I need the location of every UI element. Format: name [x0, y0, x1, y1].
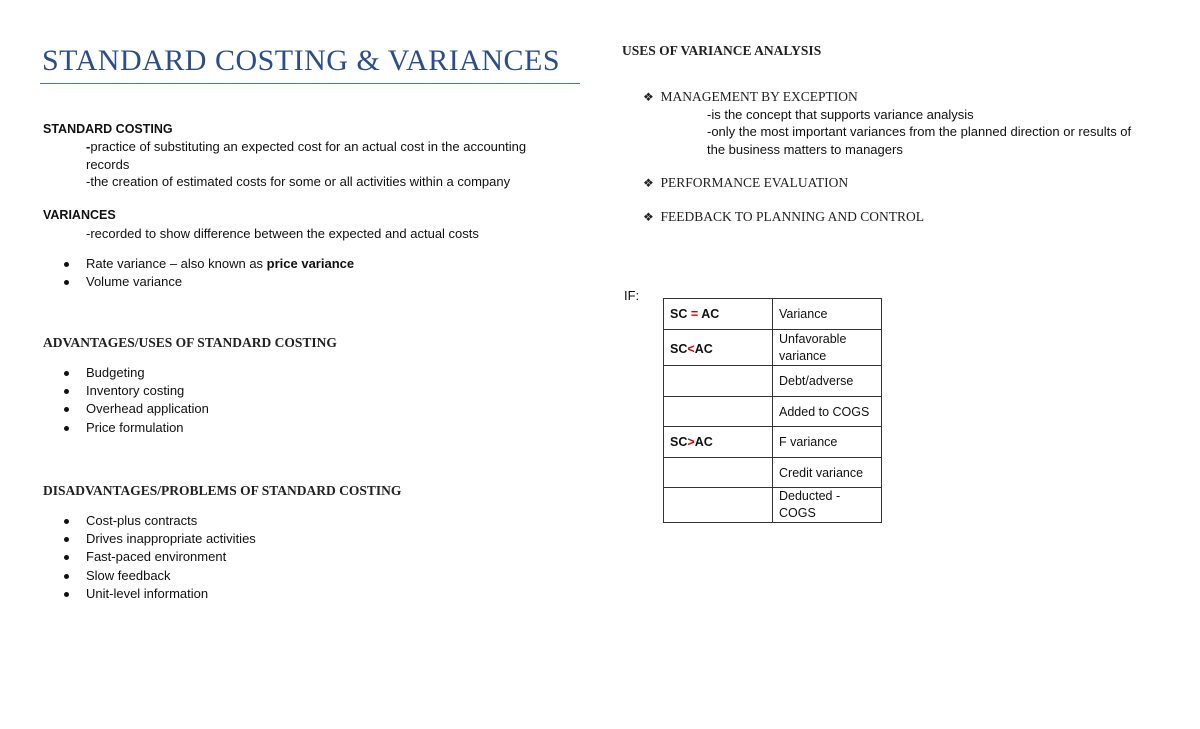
table-cell [664, 458, 773, 488]
price-variance-term: price variance [266, 256, 355, 271]
title-divider [40, 83, 580, 84]
list-item: Price formulation [42, 419, 209, 437]
list-item: Fast-paced environment [42, 548, 256, 566]
table-cell: Added to COGS [773, 397, 882, 427]
table-row [664, 397, 882, 427]
table-cell: Deducted - COGS [773, 488, 882, 523]
standard-costing-definition-2: -the creation of estimated costs for some or all activities within a company [86, 174, 511, 189]
list-item: Unit-level information [42, 585, 256, 603]
advantages-heading: ADVANTAGES/USES OF STANDARD COSTING [43, 335, 337, 350]
mbe-line-2: -only the most important variances from the planned direction or results of [707, 124, 1132, 139]
diamond-bullet-icon: ❖ [643, 210, 654, 224]
variances-heading: VARIANCES [43, 208, 116, 222]
mbe-label: MANAGEMENT BY EXCEPTION [660, 89, 858, 104]
list-item: Overhead application [42, 400, 209, 418]
table-cell: Unfavorable variance [773, 330, 882, 366]
table-cell: SC = AC [664, 299, 773, 330]
list-item: Rate variance – also known as price variance [42, 255, 354, 273]
table-cell: Credit variance [773, 458, 882, 488]
table-cell [664, 397, 773, 427]
list-item: Slow feedback [42, 567, 256, 585]
list-item: Budgeting [42, 364, 209, 382]
standard-costing-heading: STANDARD COSTING [43, 122, 173, 136]
table-row [664, 488, 882, 523]
definition-dash: - [86, 139, 91, 154]
variances-definition: -recorded to show difference between the expected and actual costs [86, 226, 479, 241]
disadvantages-list [42, 512, 256, 603]
if-label: IF: [624, 288, 640, 303]
list-item: Inventory costing [42, 382, 209, 400]
table-row [664, 458, 882, 488]
table-cell: SC>AC [664, 427, 773, 458]
feedback-label: FEEDBACK TO PLANNING AND CONTROL [660, 209, 925, 224]
performance-item [643, 175, 848, 191]
page-title: STANDARD COSTING & VARIANCES [42, 44, 561, 77]
diamond-bullet-icon: ❖ [643, 176, 654, 190]
mbe-item [643, 89, 858, 105]
uses-heading: USES OF VARIANCE ANALYSIS [622, 43, 822, 58]
list-item: Volume variance [42, 273, 354, 291]
diamond-bullet-icon: ❖ [643, 90, 654, 104]
table-row [664, 366, 882, 397]
variance-table [663, 298, 882, 523]
table-row [664, 427, 882, 458]
performance-label: PERFORMANCE EVALUATION [660, 175, 849, 190]
table-cell [664, 488, 773, 523]
disadvantages-heading: DISADVANTAGES/PROBLEMS OF STANDARD COSTING [43, 483, 402, 498]
table-cell: Variance [773, 299, 882, 330]
table-cell: SC<AC [664, 330, 773, 366]
definition-text: practice of substituting an expected cost for an actual cost in the accounting [90, 139, 527, 154]
mbe-line-1: -is the concept that supports variance analysis [707, 107, 974, 122]
table-row [664, 330, 882, 366]
feedback-item [643, 209, 924, 225]
standard-costing-definition-1-cont: records [86, 157, 130, 172]
table-cell [664, 366, 773, 397]
list-item: Drives inappropriate activities [42, 530, 256, 548]
table-cell: F variance [773, 427, 882, 458]
standard-costing-definition-1 [86, 138, 578, 156]
list-item: Cost-plus contracts [42, 512, 256, 530]
mbe-line-3: the business matters to managers [707, 142, 903, 157]
table-cell: Debt/adverse [773, 366, 882, 397]
variance-types-list [42, 255, 354, 291]
advantages-list [42, 364, 209, 437]
table-row [664, 299, 882, 330]
